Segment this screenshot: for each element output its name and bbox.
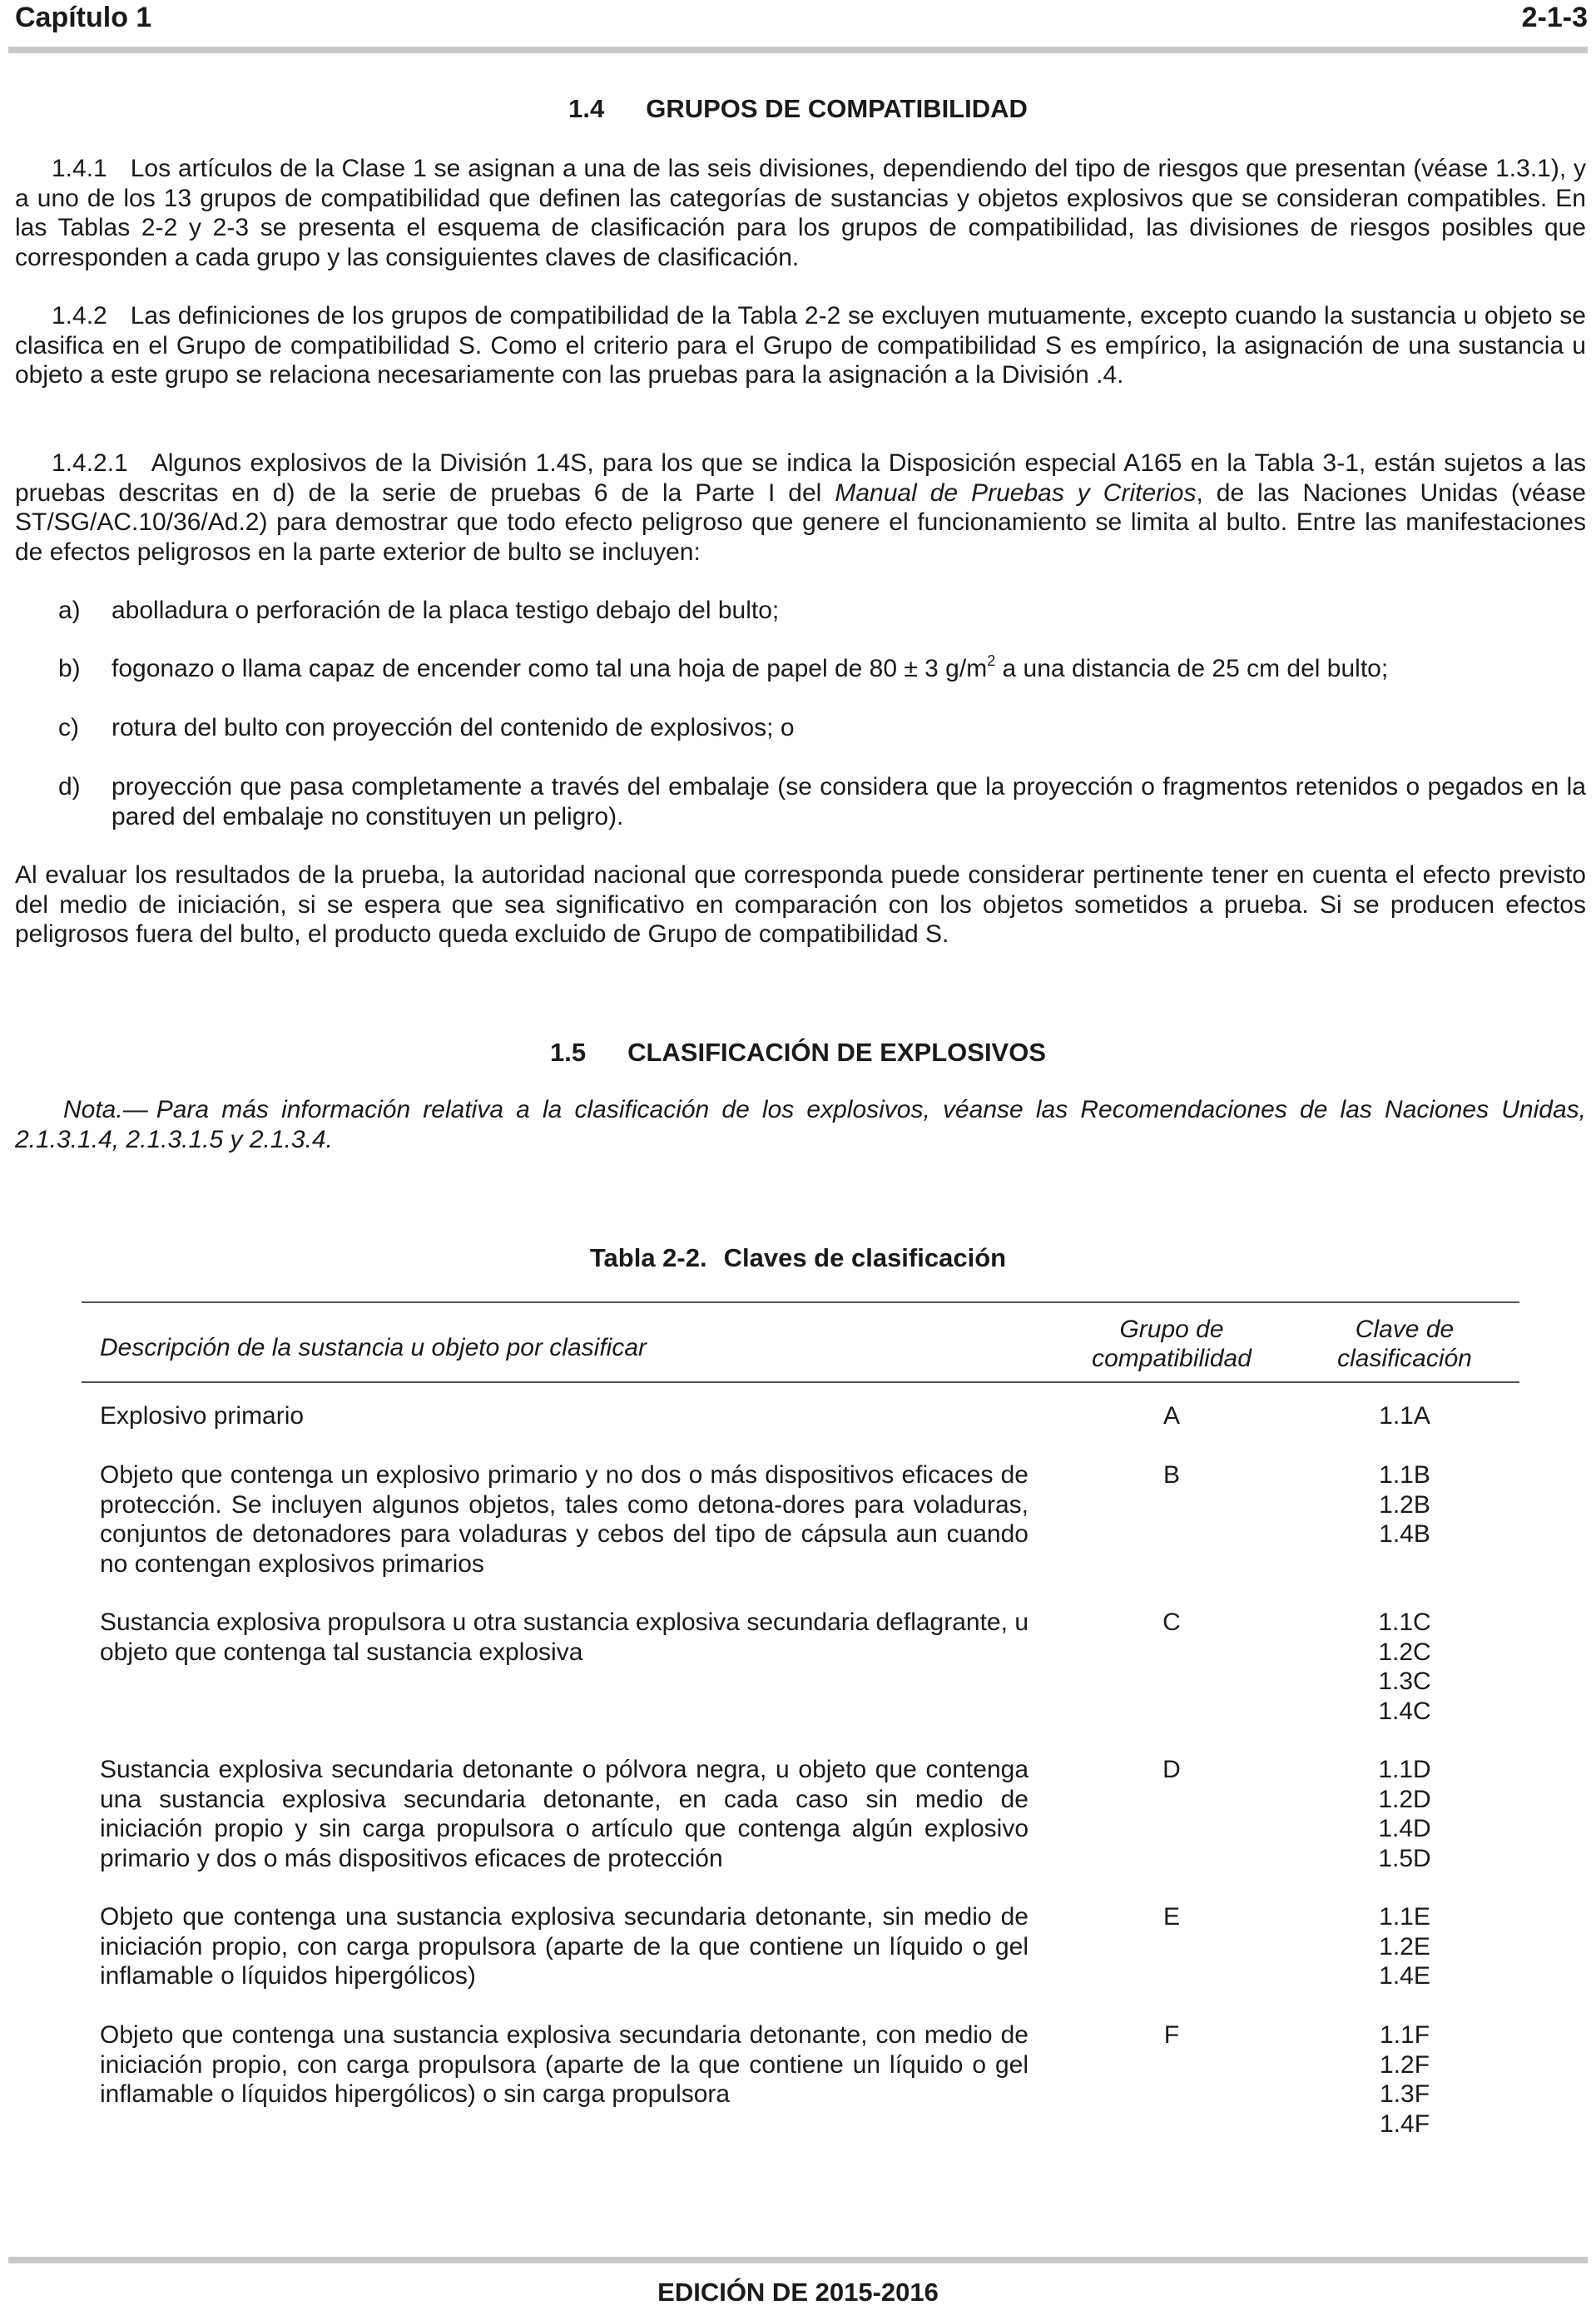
row-group: B bbox=[1162, 1461, 1180, 1489]
header-line: compatibilidad bbox=[1092, 1345, 1252, 1372]
row-group: C bbox=[1162, 1609, 1181, 1636]
table-number: Tabla 2-2. bbox=[589, 1243, 707, 1272]
row-codes bbox=[1280, 1902, 1529, 1991]
classification-code: 1.3F bbox=[1379, 2080, 1430, 2108]
section-title: GRUPOS DE COMPATIBILIDAD bbox=[646, 94, 1028, 123]
classification-code: 1.4C bbox=[1378, 1697, 1431, 1725]
list-text: proyección que pasa completamente a través del embalaje (se considera que la proyección o fragmentos retenidos o pegados en la pared del embalaje no constituyen un peligro). bbox=[112, 773, 1586, 830]
paragraph-text: Al evaluar los resultados de la prueba, la autoridad nacional que corresponda puede considerar pertinente tener en cuenta el efecto previsto del medio de iniciación, si se espera que sea significativo en comparación con los objetos sometidos a prueba. Si se producen efectos peligrosos fuera del bulto, el producto queda excluido de Grupo de compatibilidad S. bbox=[15, 861, 1586, 948]
paragraph-text: Las definiciones de los grupos de compatibilidad de la Tabla 2-2 se excluyen mutuamente, excepto cuando la sustancia u objeto se clasifica en el Grupo de compatibilidad S. Como el criterio para el Grupo de compatibilidad S es empírico, la asignación de una sustancia u objeto a este grupo se relaciona necesariamente con las pruebas para la asignación a la División .4. bbox=[15, 302, 1586, 389]
row-codes bbox=[1280, 1401, 1529, 1431]
paragraph-text: Algunos explosivos de la División 1.4S, para los que se indica la Disposición especial A165 en la Tabla 3-1, están sujetos a las pruebas descritas en d) de la serie de pruebas 6 de la Parte I del bbox=[15, 449, 1586, 507]
list-letter: b) bbox=[58, 655, 81, 682]
note-text: Para más información relativa a la clasificación de los explosivos, véanse las Recomendaciones de las Naciones Unidas, 2.1.3.1.4, 2.1.3.1.5 y 2.1.3.4. bbox=[15, 1096, 1586, 1153]
table-title: Claves de clasificación bbox=[723, 1243, 1007, 1272]
column-header-description: Descripción de la sustancia u objeto por clasificar bbox=[100, 1334, 647, 1361]
row-description: Explosivo primario bbox=[100, 1402, 305, 1430]
classification-code: 1.2C bbox=[1378, 1638, 1431, 1666]
list-text-part: fogonazo o llama capaz de encender como tal una hoja de papel de 80 ± 3 g/m bbox=[112, 655, 988, 682]
row-group: D bbox=[1162, 1756, 1181, 1783]
row-description: Objeto que contenga un explosivo primario y no dos o más dispositivos eficaces de protección. Se incluyen algunos objetos, tales como detona-dores para voladuras, conjuntos de detonadores para voladuras y cebos del tipo de cápsula aun cuando no contengan explosivos primarios bbox=[100, 1461, 1028, 1578]
paragraph-number: 1.4.2 bbox=[52, 302, 107, 330]
classification-code: 1.5D bbox=[1378, 1844, 1431, 1872]
classification-code: 1.1B bbox=[1379, 1461, 1430, 1489]
row-description: Objeto que contenga una sustancia explosiva secundaria detonante, con medio de iniciación propio, con carga propulsora (aparte de la que contiene un líquido o gel inflamable o líquidos hipergólicos) o sin carga propulsora bbox=[100, 2021, 1028, 2108]
paragraph-text-cont: , de las Naciones Unidas (véase ST/SG/AC.10/36/Ad.2) para demostrar que todo efecto peligroso que genere el funcionamiento se limita al bulto. Entre las manifestaciones de efectos peligrosos en la parte exterior de bulto se incluyen: bbox=[15, 478, 1586, 566]
section-number: 1.5 bbox=[549, 1038, 587, 1067]
header-rule bbox=[8, 47, 1588, 53]
footer-rule bbox=[8, 2257, 1588, 2263]
paragraph-number: 1.4.2.1 bbox=[52, 449, 128, 477]
edition-label: EDICIÓN DE 2015-2016 bbox=[657, 2278, 939, 2307]
list-text bbox=[112, 654, 1586, 684]
paragraph-text: Los artículos de la Clase 1 se asignan a una de las seis divisiones, dependiendo del tipo de riesgos que presentan (véase 1.3.1), y a uno de los 13 grupos de compatibilidad que definen las categorías de sustancias y objetos explosivos que se consideran compatibles. En las Tablas 2-2 y 2-3 se presenta el esquema de clasificación para los grupos de compatibilidad, las divisiones de riesgos posibles que corresponden a cada grupo y las consiguientes claves de clasificación. bbox=[15, 155, 1586, 271]
classification-code: 1.1D bbox=[1378, 1756, 1431, 1783]
table-header-rule bbox=[82, 1381, 1519, 1383]
superscript: 2 bbox=[987, 652, 996, 669]
classification-code: 1.2B bbox=[1379, 1490, 1430, 1519]
list-text: abolladura o perforación de la placa testigo debajo del bulto; bbox=[112, 597, 780, 624]
table-caption bbox=[0, 1243, 1596, 1273]
column-header-code bbox=[1280, 1315, 1529, 1373]
classification-code: 1.4D bbox=[1378, 1815, 1431, 1842]
row-codes bbox=[1280, 1460, 1529, 1549]
row-description: Sustancia explosiva propulsora u otra sustancia explosiva secundaria deflagrante, u objeto que contenga tal sustancia explosiva bbox=[100, 1609, 1028, 1666]
table-top-rule bbox=[82, 1301, 1519, 1303]
manual-title: Manual de Pruebas y Criterios bbox=[835, 478, 1197, 507]
chapter-label: Capítulo 1 bbox=[15, 2, 152, 33]
header-line: Grupo de bbox=[1119, 1316, 1224, 1343]
column-header-group bbox=[1047, 1315, 1296, 1373]
row-group: F bbox=[1163, 2021, 1180, 2049]
classification-code: 1.4E bbox=[1379, 1962, 1430, 1990]
header-line: Clave de bbox=[1355, 1316, 1455, 1343]
list-letter: c) bbox=[58, 714, 79, 741]
classification-code: 1.1C bbox=[1378, 1609, 1431, 1636]
list-letter: a) bbox=[58, 597, 81, 624]
row-codes bbox=[1280, 2020, 1529, 2139]
classification-code: 1.2F bbox=[1379, 2050, 1430, 2079]
list-text-part: a una distancia de 25 cm del bulto; bbox=[995, 655, 1389, 682]
section-number: 1.4 bbox=[568, 94, 605, 123]
classification-code: 1.1A bbox=[1379, 1402, 1430, 1430]
page-reference: 2-1-3 bbox=[1521, 2, 1588, 33]
section-title: CLASIFICACIÓN DE EXPLOSIVOS bbox=[627, 1038, 1047, 1067]
list-text: rotura del bulto con proyección del contenido de explosivos; o bbox=[112, 714, 795, 741]
paragraph-number: 1.4.1 bbox=[52, 155, 107, 182]
row-group: A bbox=[1162, 1402, 1180, 1430]
classification-code: 1.4B bbox=[1379, 1520, 1430, 1548]
row-codes bbox=[1280, 1608, 1529, 1726]
classification-code: 1.2E bbox=[1379, 1932, 1430, 1961]
row-description: Sustancia explosiva secundaria detonante o pólvora negra, u objeto que contenga una sustancia explosiva secundaria detonante, en cada caso sin medio de iniciación propio y sin carga propulsora o artículo que contenga algún explosivo primario y dos o más dispositivos eficaces de protección bbox=[100, 1756, 1028, 1872]
classification-code: 1.4F bbox=[1379, 2109, 1430, 2138]
classification-code: 1.2D bbox=[1378, 1785, 1431, 1813]
row-group: E bbox=[1162, 1903, 1180, 1931]
note-label: Nota.— bbox=[63, 1096, 148, 1123]
section-heading-1-4 bbox=[0, 94, 1596, 124]
classification-code: 1.3C bbox=[1378, 1668, 1431, 1695]
row-description: Objeto que contenga una sustancia explosiva secundaria detonante, sin medio de iniciación propio, con carga propulsora (aparte de la que contiene un líquido o gel inflamable o líquidos hipergólicos) bbox=[100, 1903, 1028, 1990]
classification-code: 1.1F bbox=[1379, 2021, 1430, 2049]
paragraph-1-4-2-1 bbox=[15, 449, 1586, 567]
header-line: clasificación bbox=[1337, 1345, 1472, 1372]
list-letter: d) bbox=[58, 773, 81, 801]
paragraph-1-4-2 bbox=[15, 301, 1586, 390]
row-codes bbox=[1280, 1755, 1529, 1873]
paragraph-evaluation bbox=[15, 860, 1586, 949]
section-heading-1-5 bbox=[0, 1038, 1596, 1068]
paragraph-1-4-1 bbox=[15, 154, 1586, 272]
classification-code: 1.1E bbox=[1379, 1903, 1430, 1931]
note-paragraph bbox=[15, 1095, 1586, 1155]
